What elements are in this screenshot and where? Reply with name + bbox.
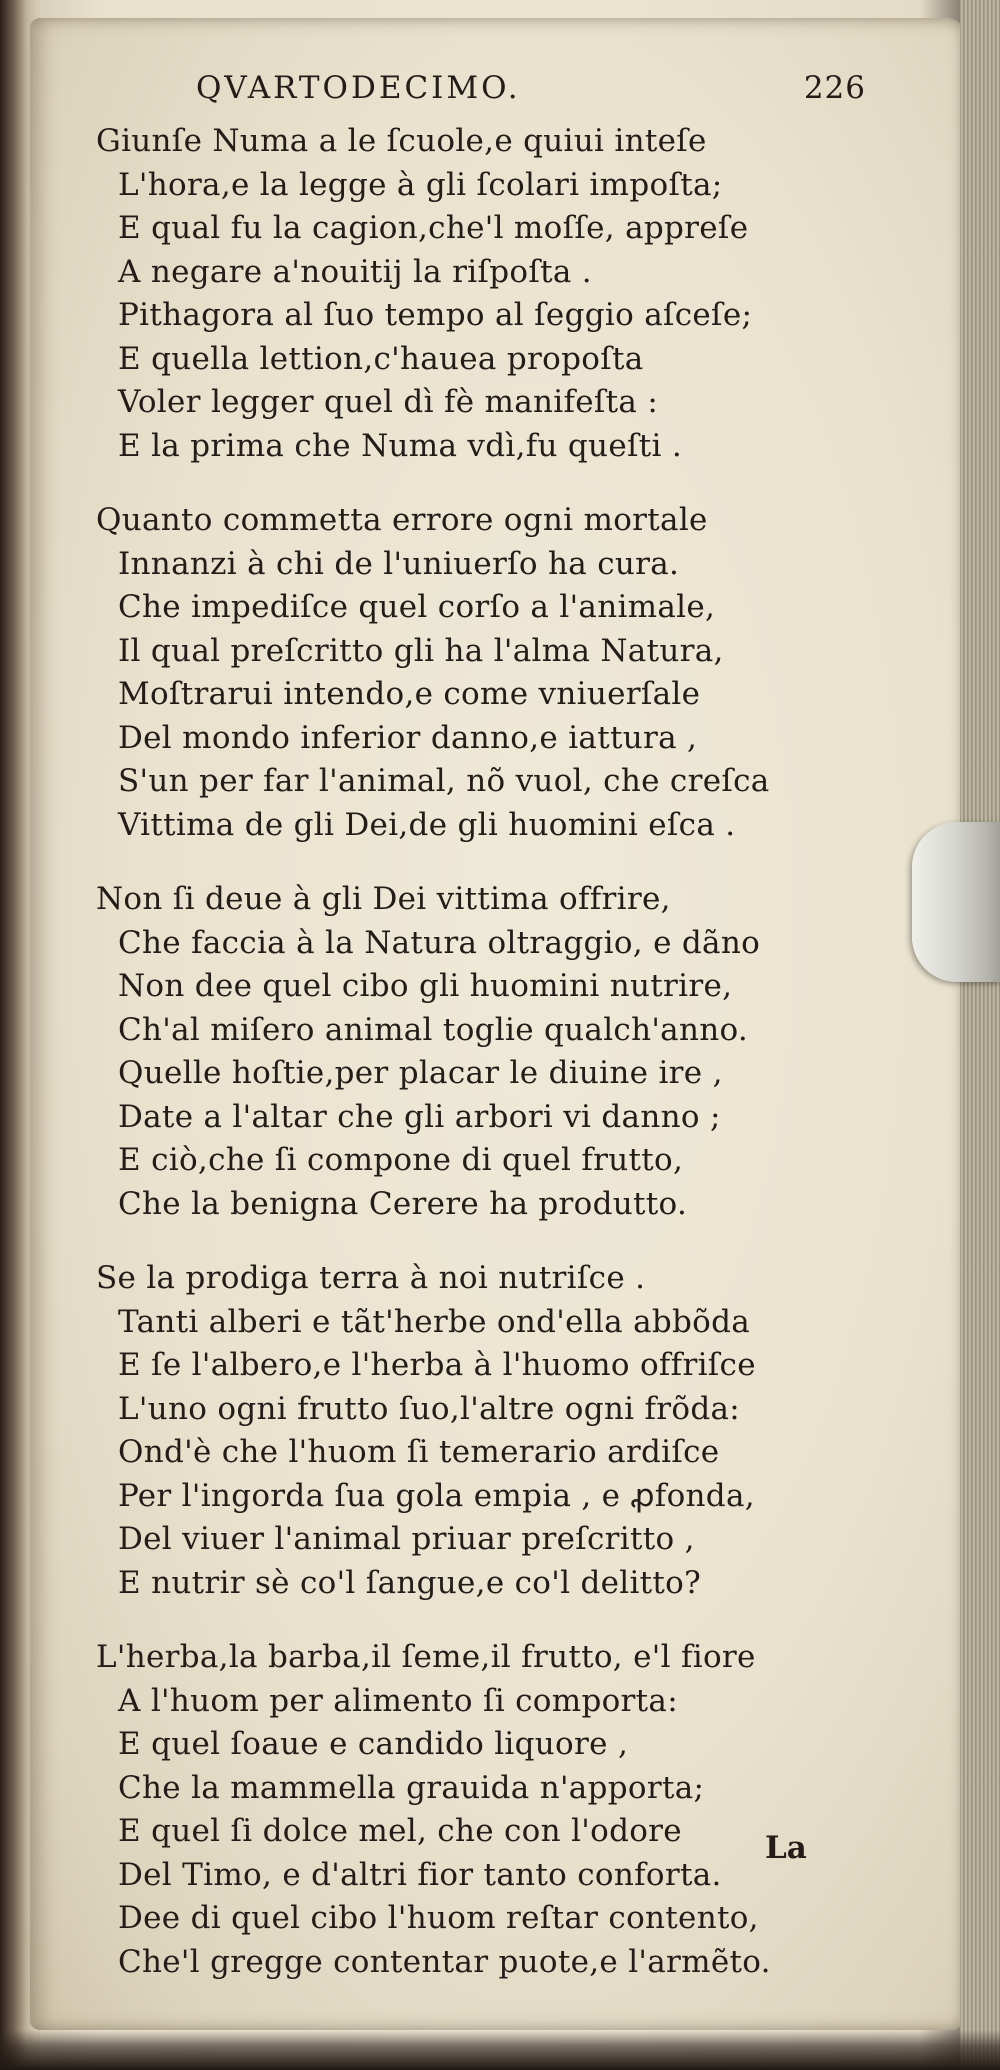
verse-line: Non dee quel cibo gli huomini nutrire,	[118, 968, 733, 1004]
verse-line: E qual fu la cagion,che'l moſſe, appreſe	[118, 210, 749, 246]
glass-clasp-icon	[912, 822, 1000, 982]
verse-line: Tanti alberi e tãt'herbe ond'ella abbõda	[118, 1303, 751, 1340]
verse-line: Del Timo, e d'altri fior tanto conforta.	[118, 1856, 722, 1893]
verse-line: E ſe l'albero,e l'herba à l'huomo offriſce	[118, 1347, 756, 1383]
verse-line: A negare a'nouitij la riſpoſta .	[118, 253, 592, 290]
verse-line: Ond'è che l'huom ſi temerario ardiſce	[118, 1434, 720, 1470]
verse-line: E ciò,che ſi compone di quel frutto,	[118, 1142, 684, 1178]
verse-line: Vittima de gli Dei,de gli huomini eſca .	[118, 806, 736, 843]
stanza-3	[96, 878, 866, 1226]
verse-line: Ch'al miſero animal toglie qualch'anno.	[118, 1011, 749, 1048]
stanza-2	[96, 499, 866, 847]
verse-line: A l'huom per alimento ſi comporta:	[118, 1682, 678, 1719]
verse-line: Che la mammella grauida n'apporta;	[118, 1769, 705, 1806]
verse-line: Pithagora al ſuo tempo al ſeggio aſceſe;	[118, 297, 753, 333]
verse-line: S'un per far l'animal, nõ vuol, che creſca	[118, 763, 770, 799]
running-title: QVARTODECIMO.	[196, 70, 521, 106]
verse-line: E la prima che Numa vdì,fu queſti .	[118, 427, 683, 464]
verse-line: Che faccia à la Natura oltraggio, e dãno	[118, 924, 761, 961]
verse-line: E nutrir sè co'l ſangue,e co'l delitto?	[118, 1564, 702, 1601]
stanza-5	[96, 1636, 866, 1984]
verse-line: E quella lettion,c'hauea propoſta	[118, 340, 644, 377]
page-number: 226	[803, 70, 866, 106]
verse-line: L'uno ogni frutto ſuo,l'altre ogni frõda:	[118, 1390, 741, 1427]
verse-line: Se la prodiga terra à noi nutriſce .	[96, 1260, 646, 1296]
stanza-4	[96, 1257, 866, 1605]
page-edges	[960, 0, 1000, 2070]
verse-line: Che'l gregge contentar puote,e l'armẽto.	[118, 1943, 771, 1980]
bottom-shadow	[0, 2030, 1000, 2070]
verse-line: Il qual preſcritto gli ha l'alma Natura,	[118, 632, 724, 669]
verse-line: E quel ſi dolce mel, che con l'odore	[118, 1813, 682, 1849]
verse-line: Quelle hoſtie,per placar le diuine ire ,	[118, 1055, 723, 1091]
verse-line: Voler legger quel dì fè manifeſta :	[118, 384, 659, 420]
verse-line: L'hora,e la legge à gli ſcolari impoſta;	[118, 166, 723, 203]
verse-line: Del viuer l'animal priuar preſcritto ,	[118, 1521, 695, 1557]
verse-line: Per l'ingorda ſua gola empia , e ꝓfonda,	[118, 1477, 755, 1514]
verse-line: Del mondo inferior danno,e iattura ,	[118, 719, 698, 756]
verse-line: Non ſi deue à gli Dei vittima offrire,	[96, 881, 671, 917]
verse-line: Innanzi à chi de l'uniuerſo ha cura.	[118, 545, 680, 582]
stanza-1	[96, 120, 866, 468]
verse-line: Giunſe Numa a le ſcuole,e quiui inteſe	[96, 123, 707, 159]
verse-line: Moſtrarui intendo,e come vniuerſale	[118, 676, 701, 712]
verse-line: L'herba,la barba,il ſeme,il frutto, e'l fiore	[96, 1639, 756, 1675]
verse-line: Che impediſce quel corſo a l'animale,	[118, 589, 716, 625]
verse-line: Che la benigna Cerere ha produtto.	[118, 1185, 688, 1222]
verse-line: E quel ſoaue e candido liquore ,	[118, 1726, 629, 1762]
verse-line: Dee di quel cibo l'huom reſtar contento,	[118, 1900, 759, 1936]
running-header	[96, 70, 866, 120]
catchword: La	[765, 1830, 807, 1866]
verse-line: Quanto commetta errore ogni mortale	[96, 502, 708, 538]
verse-line: Date a l'altar che gli arbori vi danno ;	[118, 1098, 721, 1135]
page-text	[96, 70, 866, 1984]
